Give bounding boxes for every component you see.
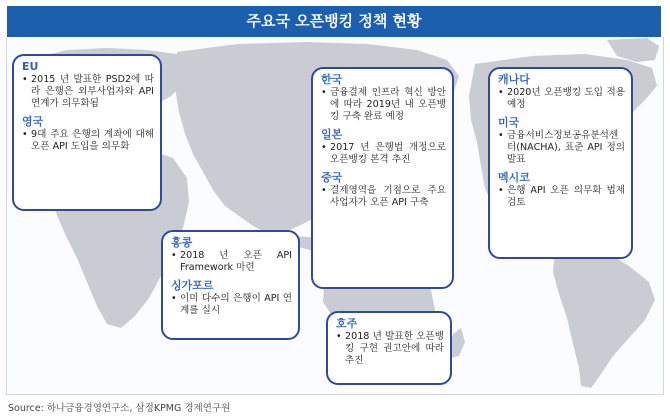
region-title-hk: 홍콩 [171, 236, 193, 249]
south-america-shape [553, 244, 655, 388]
region-title-mx: 멕시코 [498, 171, 530, 184]
source-note: Source: 하나금융경영연구소, 삼정KPMG 경제연구원 [8, 403, 231, 414]
region-title-sg: 싱가포르 [171, 279, 214, 292]
region-item-hk: • 2018 년 오픈 API Framework 마련 [171, 250, 292, 274]
region-item-eu: • 2015 년 발표한 PSD2에 따라 은행은 외부사업자와 API 연계가 의무화됨 [22, 74, 154, 110]
region-title-jp: 일본 [321, 128, 343, 141]
page-title: 주요국 오픈뱅킹 정책 현황 [7, 6, 661, 37]
region-item-ca: • 2020년 오픈뱅킹 도입 적용 예정 [498, 87, 625, 111]
region-title-cn: 중국 [321, 171, 343, 184]
region-item-au: • 2018 년 발표한 오픈뱅킹 구현 권고안에 따라 추진 [336, 331, 444, 367]
region-title-kr: 한국 [321, 73, 343, 86]
region-title-us: 미국 [498, 116, 520, 129]
region-item-jp: • 2017 년 은행법 개정으로 오픈뱅킹 본격 추진 [321, 142, 446, 166]
region-title-uk: 영국 [22, 115, 44, 128]
region-title-eu: EU [22, 60, 39, 73]
region-title-ca: 캐나다 [498, 73, 530, 86]
region-item-kr: • 금융결제 인프라 혁신 방안에 따라 2019년 내 오픈뱅킹 구축 완료 예정 [321, 87, 446, 123]
region-box-eu-uk [12, 54, 162, 211]
region-item-uk: • 9대 주요 은행의 계좌에 대해 오픈 API 도입을 의무화 [22, 129, 154, 153]
region-title-au: 호주 [336, 317, 358, 330]
region-box-ca-us-mx [488, 67, 633, 259]
region-item-us: • 금융서비스정보공유분석센터(NACHA), 표준 API 정의 발표 [498, 130, 625, 166]
region-box-kr-jp-cn [311, 67, 454, 289]
region-box-hk-sg [161, 230, 300, 340]
region-item-sg: • 이미 다수의 은행이 API 연계를 실시 [171, 293, 292, 317]
region-item-cn: • 결제영역을 기점으로 주요 사업자가 오픈 API 구축 [321, 185, 446, 209]
region-item-mx: • 은행 API 오픈 의무화 법제 검토 [498, 185, 625, 209]
region-box-au [326, 311, 452, 385]
